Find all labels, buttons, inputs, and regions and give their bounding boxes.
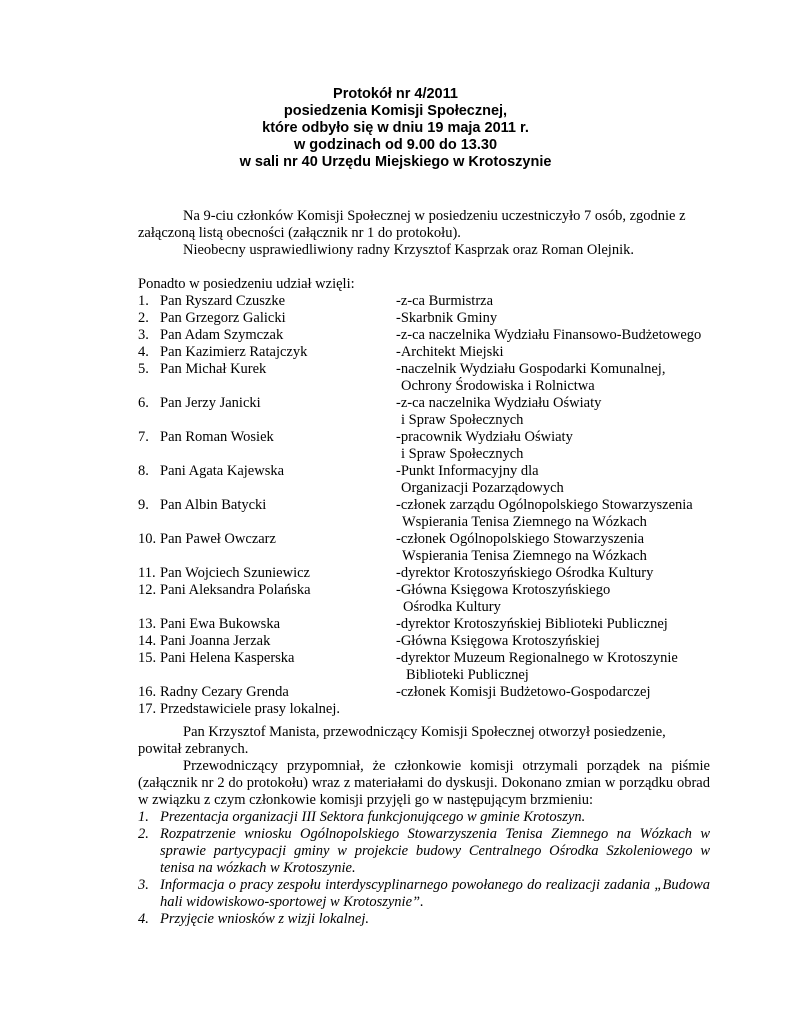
attendee-name: Pan Roman Wosiek <box>160 429 274 445</box>
attendee-role: -dyrektor Krotoszyńskiego Ośrodka Kultury <box>396 565 654 581</box>
attendee-role-line: Wspierania Tenisa Ziemnego na Wózkach <box>402 548 647 564</box>
attendee-role <box>396 429 718 463</box>
attendee-role-line: -z-ca naczelnika Wydziału Oświaty <box>396 395 602 411</box>
attendee-row <box>138 565 718 582</box>
agenda-number: 2. <box>138 826 149 842</box>
attendee-role-line: Biblioteki Publicznej <box>406 667 529 683</box>
agenda-number: 3. <box>138 877 149 893</box>
attendee-role <box>396 361 718 395</box>
attendee-row <box>138 310 718 327</box>
attendee-number: 10. <box>138 531 157 547</box>
attendee-name: Pani Aleksandra Polańska <box>160 582 311 598</box>
attendee-name: Pani Helena Kasperska <box>160 650 295 666</box>
attendee-role: -Skarbnik Gminy <box>396 310 498 326</box>
attendee-role <box>396 650 718 684</box>
attendee-role-line: -członek Ogólnopolskiego Stowarzyszenia <box>396 531 645 547</box>
attendee-row <box>138 531 718 565</box>
attendee-row <box>138 650 718 684</box>
attendee-row <box>138 582 718 616</box>
attendee-name: Pan Michał Kurek <box>160 361 267 377</box>
agenda-number: 4. <box>138 911 149 927</box>
attendee-number: 1. <box>138 293 149 309</box>
intro-paragraph <box>138 208 710 225</box>
attendee-name: Pan Adam Szymczak <box>160 327 284 343</box>
attendee-row <box>138 633 718 650</box>
agenda-item <box>138 809 710 826</box>
attendee-row <box>138 701 718 718</box>
attendee-number: 3. <box>138 327 149 343</box>
attendee-number: 11. <box>138 565 156 581</box>
intro-text: Na 9-ciu członków Komisji Społecznej w posiedzeniu uczestniczyło 7 osób, zgodnie z <box>183 208 686 224</box>
proceedings-section <box>138 724 710 928</box>
attendee-name: Pani Ewa Bukowska <box>160 616 281 632</box>
attendee-role <box>396 701 718 718</box>
intro-section <box>138 208 710 259</box>
agenda-number: 1. <box>138 809 149 825</box>
attendee-name: Pan Ryszard Czuszke <box>160 293 286 309</box>
attendee-number: 15. <box>138 650 157 666</box>
agenda-intro-paragraph: Przewodniczący przypomniał, że członkowie komisji otrzymali porządek na piśmie (załącznik nr 2 do protokołu) wraz z materiałami do dyskusji. Dokonano zmian w porządku obrad w związku z czym członkowie komisji przyjęli go w następującym brzmieniu: <box>138 758 710 808</box>
attendee-name: Pan Grzegorz Galicki <box>160 310 286 326</box>
title-line: w sali nr 40 Urzędu Miejskiego w Krotoszynie <box>239 154 552 170</box>
agenda-item <box>138 877 710 911</box>
attendee-number: 5. <box>138 361 149 377</box>
attendee-role-line: -Główna Księgowa Krotoszyńskiego <box>396 582 611 598</box>
title-line: posiedzenia Komisji Społecznej, <box>283 103 508 119</box>
attendee-role-line: -pracownik Wydziału Oświaty <box>396 429 573 445</box>
agenda-item <box>138 826 710 877</box>
agenda-text: Przyjęcie wniosków z wizji lokalnej. <box>160 911 370 927</box>
agenda-text: Rozpatrzenie wniosku Ogólnopolskiego Stowarzyszenia Tenisa Ziemnego na Wózkach w sprawie partycypacji gminy w projekcie budowy Centralnego Ośrodka Szkoleniowego w tenisa na wózkach w Krotoszynie. <box>160 826 710 876</box>
attendee-row <box>138 344 718 361</box>
attendees-list <box>138 293 718 718</box>
attendees-heading: Ponadto w posiedzeniu udział wzięli: <box>138 276 355 292</box>
attendee-role: -dyrektor Krotoszyńskiej Biblioteki Publicznej <box>396 616 668 632</box>
attendee-number: 16. <box>138 684 157 700</box>
attendee-row <box>138 684 718 701</box>
attendee-role-line: i Spraw Społecznych <box>401 446 524 462</box>
attendee-role <box>396 497 718 531</box>
attendee-name: Przedstawiciele prasy lokalnej. <box>160 701 340 717</box>
attendee-role <box>396 531 718 565</box>
attendee-row <box>138 429 718 463</box>
opening-paragraph: Pan Krzysztof Manista, przewodniczący Komisji Społecznej otworzył posiedzenie, powitał zebranych. <box>138 724 666 757</box>
agenda-text: Prezentacja organizacji III Sektora funkcjonującego w gminie Krotoszyn. <box>160 809 586 825</box>
title-line: które odbyło się w dniu 19 maja 2011 r. <box>262 120 529 136</box>
attendee-name: Radny Cezary Grenda <box>160 684 289 700</box>
attendee-row <box>138 616 718 633</box>
agenda-item <box>138 911 710 928</box>
attendee-number: 13. <box>138 616 157 632</box>
attendee-role-line: -dyrektor Muzeum Regionalnego w Krotoszynie <box>396 650 678 666</box>
attendee-role: -Główna Księgowa Krotoszyńskiej <box>396 633 600 649</box>
attendee-role <box>396 463 718 497</box>
attendee-role-line: i Spraw Społecznych <box>401 412 524 428</box>
attendee-row <box>138 395 718 429</box>
intro-paragraph-continued: załączoną listą obecności (załącznik nr 1 do protokołu). <box>138 225 461 241</box>
attendee-number: 17. <box>138 701 157 717</box>
attendee-row <box>138 463 718 497</box>
attendee-role: -z-ca naczelnika Wydziału Finansowo-Budżetowego <box>396 327 702 343</box>
attendee-name: Pani Joanna Jerzak <box>160 633 271 649</box>
attendee-number: 2. <box>138 310 149 326</box>
attendee-row <box>138 497 718 531</box>
attendee-name: Pan Jerzy Janicki <box>160 395 261 411</box>
attendee-row <box>138 361 718 395</box>
attendee-row <box>138 327 718 344</box>
attendee-row <box>138 293 718 310</box>
attendee-role-line: -naczelnik Wydziału Gospodarki Komunalnej, <box>396 361 666 377</box>
attendee-role-line: -Punkt Informacyjny dla <box>396 463 539 479</box>
attendee-number: 12. <box>138 582 157 598</box>
title-line: w godzinach od 9.00 do 13.30 <box>293 137 498 153</box>
agenda-list <box>138 809 710 928</box>
attendee-name: Pani Agata Kajewska <box>160 463 285 479</box>
attendee-number: 9. <box>138 497 149 513</box>
attendee-name: Pan Kazimierz Ratajczyk <box>160 344 308 360</box>
attendee-role-line: Organizacji Pozarządowych <box>401 480 564 496</box>
attendee-role: -z-ca Burmistrza <box>396 293 494 309</box>
attendee-number: 4. <box>138 344 149 360</box>
attendee-name: Pan Albin Batycki <box>160 497 267 513</box>
attendee-number: 14. <box>138 633 157 649</box>
document-title <box>0 86 791 171</box>
attendee-number: 8. <box>138 463 149 479</box>
attendee-role: -Architekt Miejski <box>396 344 504 360</box>
attendee-number: 7. <box>138 429 149 445</box>
attendee-name: Pan Paweł Owczarz <box>160 531 276 547</box>
attendee-role <box>396 582 718 616</box>
title-line: Protokół nr 4/2011 <box>333 86 458 102</box>
attendee-name: Pan Wojciech Szuniewicz <box>160 565 310 581</box>
attendee-role-line: -członek zarządu Ogólnopolskiego Stowarzyszenia <box>396 497 693 513</box>
attendee-number: 6. <box>138 395 149 411</box>
attendee-role: -członek Komisji Budżetowo-Gospodarczej <box>396 684 651 700</box>
absence-note: Nieobecny usprawiedliwiony radny Krzysztof Kasprzak oraz Roman Olejnik. <box>183 242 634 258</box>
attendee-role-line: Wspierania Tenisa Ziemnego na Wózkach <box>402 514 647 530</box>
agenda-text: Informacja o pracy zespołu interdyscyplinarnego powołanego do realizacji zadania „Budowa hali widowiskowo-sportowej w Krotoszynie”. <box>160 877 710 910</box>
attendee-role-line: Ochrony Środowiska i Rolnictwa <box>401 378 595 394</box>
attendee-role <box>396 395 718 429</box>
attendee-role-line: Ośrodka Kultury <box>403 599 501 615</box>
